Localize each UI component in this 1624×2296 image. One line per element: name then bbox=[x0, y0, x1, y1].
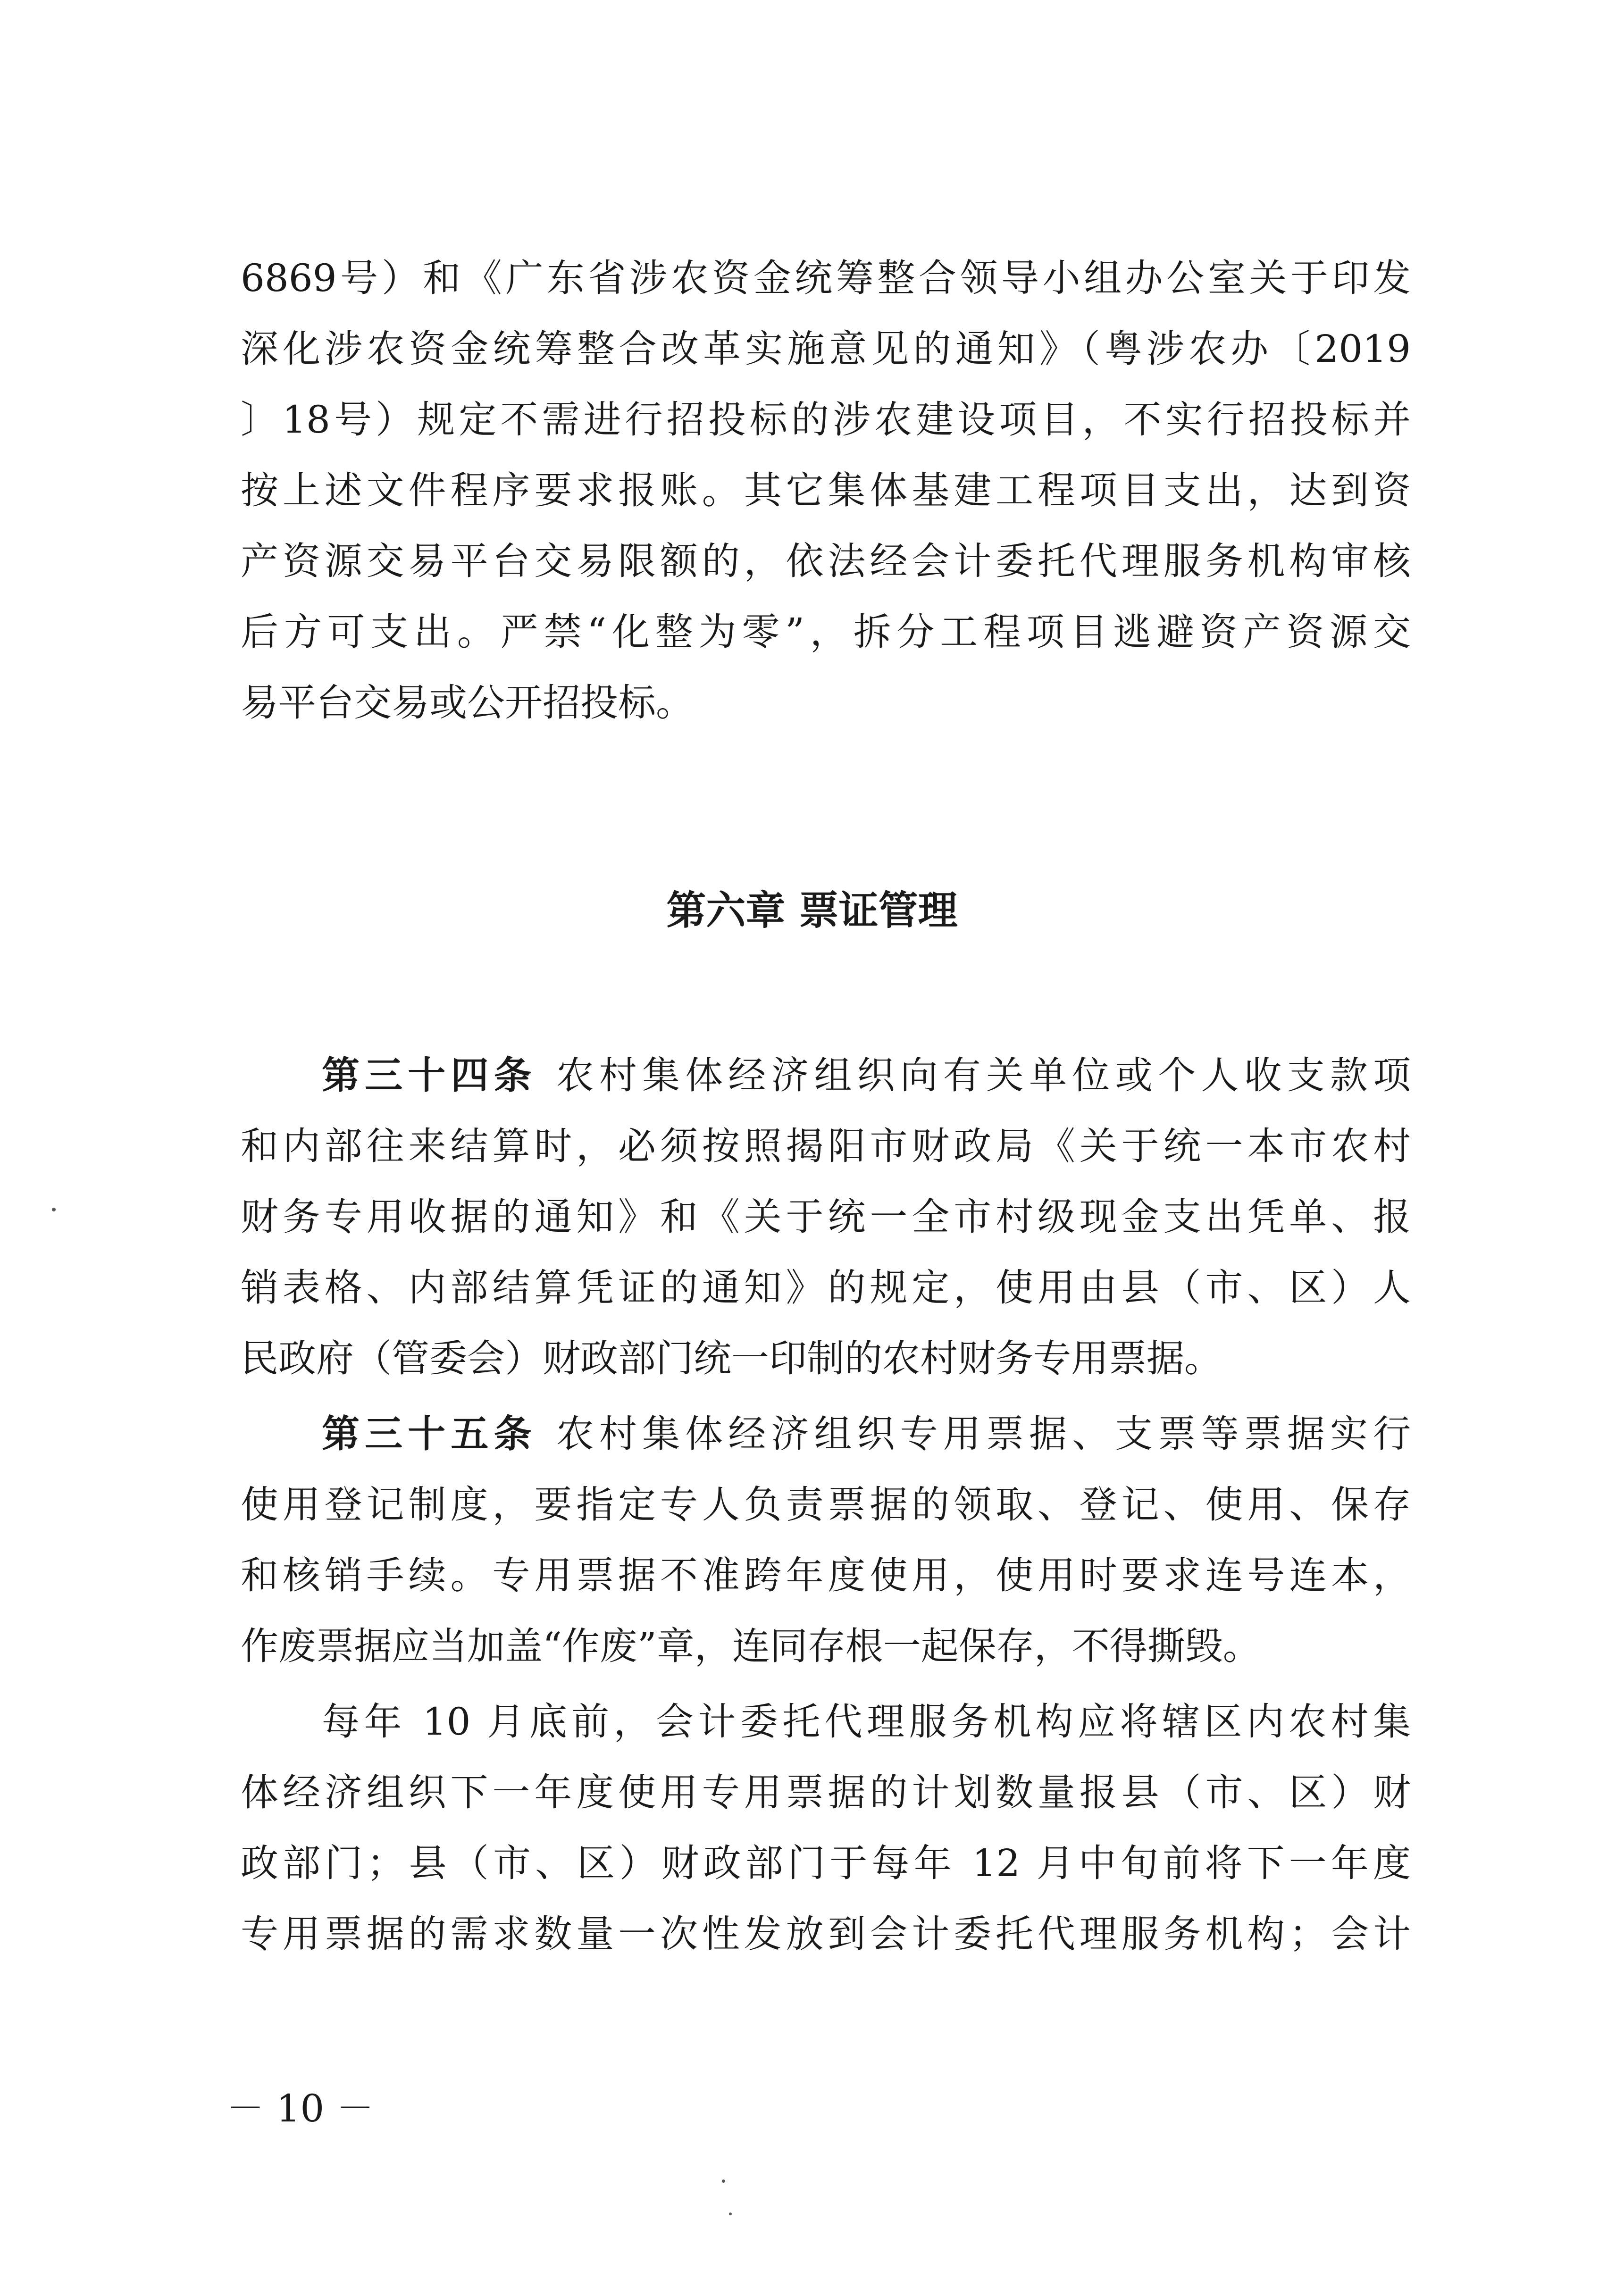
text-segment: 农村集体经济组织专用票据、支票等票据实行 bbox=[551, 1412, 1411, 1456]
text-line: 专用票据的需求数量一次性发放到会计委托代理服务机构；会计 bbox=[241, 1912, 1411, 1956]
text-line: 易平台交易或公开招投标。 bbox=[241, 681, 694, 725]
article-34-first-line bbox=[322, 1040, 1411, 1111]
text-line: 按上述文件程序要求报账。其它集体基建工程项目支出，达到资 bbox=[241, 468, 1411, 512]
text-segment: 农村集体经济组织向有关单位或个人收支款项 bbox=[551, 1053, 1411, 1097]
text-line: 每年 10 月底前，会计委托代理服务机构应将辖区内农村集 bbox=[322, 1700, 1411, 1744]
text-line: 体经济组织下一年度使用专用票据的计划数量报县（市、区）财 bbox=[241, 1770, 1411, 1814]
text-line: 和内部往来结算时，必须按照揭阳市财政局《关于统一本市农村 bbox=[241, 1124, 1411, 1168]
scan-speck bbox=[729, 2213, 732, 2215]
text-line: 深化涉农资金统筹整合改革实施意见的通知》（粤涉农办〔2019 bbox=[241, 327, 1411, 371]
page-number: － 10 － bbox=[226, 2087, 374, 2130]
text-line: 财务专用收据的通知》和《关于统一全市村级现金支出凭单、报 bbox=[241, 1195, 1411, 1239]
text-line: 民政府（管委会）财政部门统一印制的农村财务专用票据。 bbox=[241, 1336, 1222, 1380]
text-line: 后方可支出。严禁“化整为零”，拆分工程项目逃避资产资源交 bbox=[241, 610, 1411, 654]
text-line: 产资源交易平台交易限额的，依法经会计委托代理服务机构审核 bbox=[241, 539, 1411, 583]
text-line: 作废票据应当加盖“作废”章，连同存根一起保存，不得撕毁。 bbox=[241, 1624, 1261, 1668]
article-35-first-line bbox=[322, 1399, 1411, 1469]
article-label: 第三十四条 bbox=[322, 1053, 537, 1097]
text-line: 〕18号）规定不需进行招投标的涉农建设项目，不实行招投标并 bbox=[241, 398, 1411, 442]
text-line: 和核销手续。专用票据不准跨年度使用，使用时要求连号连本， bbox=[241, 1553, 1411, 1597]
scan-speck bbox=[52, 1208, 56, 1211]
text-line: 销表格、内部结算凭证的通知》的规定，使用由县（市、区）人 bbox=[241, 1266, 1411, 1310]
article-label: 第三十五条 bbox=[322, 1412, 537, 1456]
text-line: 6869号）和《广东省涉农资金统筹整合领导小组办公室关于印发 bbox=[241, 256, 1411, 300]
chapter-heading: 第六章 票证管理 bbox=[666, 887, 958, 934]
text-line: 政部门；县（市、区）财政部门于每年 12 月中旬前将下一年度 bbox=[241, 1841, 1411, 1885]
text-line: 使用登记制度，要指定专人负责票据的领取、登记、使用、保存 bbox=[241, 1483, 1411, 1527]
scan-speck bbox=[722, 2179, 725, 2183]
